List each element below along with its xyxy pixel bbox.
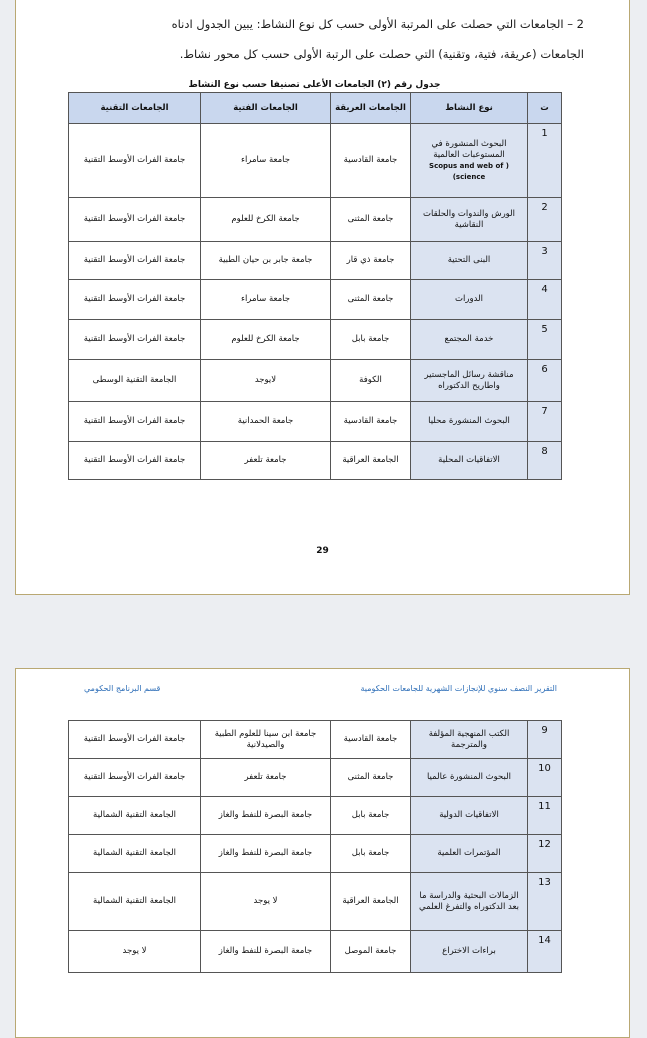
activity-cell: البنى التحتية — [411, 242, 528, 280]
activity-cell: الزمالات البحثية والدراسة ما بعد الدكتوراه والتفرغ العلمي — [411, 873, 528, 931]
young-university-cell: جامعة ابن سينا للعلوم الطبية والصيدلانية — [201, 721, 331, 759]
technical-university-cell: جامعة الفرات الأوسط التقنية — [69, 198, 201, 242]
activity-cell: الكتب المنهجية المؤلفة والمترجمة — [411, 721, 528, 759]
activity-cell: خدمة المجتمع — [411, 320, 528, 360]
table-row — [69, 797, 562, 835]
row-number: 7 — [528, 402, 562, 442]
activity-text: البحوث المنشورة في المستوعبات العالمية — [431, 138, 507, 160]
table-row — [69, 402, 562, 442]
young-university-cell: جامعة الكرخ للعلوم — [201, 320, 331, 360]
activity-cell: الاتفاقيات الدولية — [411, 797, 528, 835]
department-header: قسم البرنامج الحكومي — [84, 684, 161, 693]
activity-cell: الورش والندوات والحلقات النقاشية — [411, 198, 528, 242]
table-row — [69, 442, 562, 480]
table-row — [69, 721, 562, 759]
young-university-cell: جامعة سامراء — [201, 124, 331, 198]
ranking-table-continued — [68, 720, 562, 973]
report-header-title: التقرير النصف سنوي للإنجازات الشهرية للجامعات الحكومية — [360, 684, 557, 693]
technical-university-cell: جامعة الفرات الأوسط التقنية — [69, 721, 201, 759]
activity-cell: الدورات — [411, 280, 528, 320]
header-activity: نوع النشاط — [411, 93, 528, 124]
old-university-cell: جامعة بابل — [331, 797, 411, 835]
table-row — [69, 759, 562, 797]
activity-cell: براءات الاختراع — [411, 931, 528, 973]
row-number: 5 — [528, 320, 562, 360]
table-row — [69, 242, 562, 280]
header-old-universities: الجامعات العريقة — [331, 93, 411, 124]
intro-line-2: الجامعات (عريقة، فتية، وتقنية) التي حصلت على الرتبة الأولى حسب كل محور نشاط. — [179, 47, 584, 61]
row-number: 2 — [528, 198, 562, 242]
old-university-cell: جامعة القادسية — [331, 721, 411, 759]
activity-cell — [411, 124, 528, 198]
technical-university-cell: جامعة الفرات الأوسط التقنية — [69, 124, 201, 198]
old-university-cell: الجامعة العراقية — [331, 873, 411, 931]
technical-university-cell: جامعة الفرات الأوسط التقنية — [69, 759, 201, 797]
row-number: 6 — [528, 360, 562, 402]
table-row — [69, 835, 562, 873]
technical-university-cell: جامعة الفرات الأوسط التقنية — [69, 320, 201, 360]
technical-university-cell: جامعة الفرات الأوسط التقنية — [69, 280, 201, 320]
row-number: 13 — [528, 873, 562, 931]
header-young-universities: الجامعات الفتية — [201, 93, 331, 124]
activity-english-note: Scopus and web of ) (science — [429, 161, 509, 181]
table-caption: جدول رقم (٢) الجامعات الأعلى تصنيفا حسب نوع النشاط — [188, 80, 441, 90]
young-university-cell: جامعة تلعفر — [201, 442, 331, 480]
table-row — [69, 873, 562, 931]
old-university-cell: جامعة بابل — [331, 835, 411, 873]
technical-university-cell: جامعة الفرات الأوسط التقنية — [69, 242, 201, 280]
intro-paragraph — [61, 9, 584, 69]
old-university-cell: جامعة القادسية — [331, 402, 411, 442]
row-number: 11 — [528, 797, 562, 835]
document-page-2 — [15, 668, 630, 1038]
table-row — [69, 931, 562, 973]
table-row — [69, 320, 562, 360]
young-university-cell: جامعة سامراء — [201, 280, 331, 320]
technical-university-cell: لا يوجد — [69, 931, 201, 973]
table-row — [69, 280, 562, 320]
old-university-cell: جامعة المثنى — [331, 198, 411, 242]
young-university-cell: جامعة تلعفر — [201, 759, 331, 797]
row-number: 10 — [528, 759, 562, 797]
activity-cell: المؤتمرات العلمية — [411, 835, 528, 873]
table-header-row — [69, 93, 562, 124]
activity-cell: مناقشة رسائل الماجستير واطاريح الدكتوراه — [411, 360, 528, 402]
technical-university-cell: الجامعة التقنية الشمالية — [69, 835, 201, 873]
activity-cell: البحوث المنشورة عالميا — [411, 759, 528, 797]
old-university-cell: جامعة المثنى — [331, 759, 411, 797]
young-university-cell: لا يوجد — [201, 873, 331, 931]
old-university-cell: الجامعة العراقية — [331, 442, 411, 480]
technical-university-cell: جامعة الفرات الأوسط التقنية — [69, 402, 201, 442]
young-university-cell: جامعة الكرخ للعلوم — [201, 198, 331, 242]
table-row — [69, 124, 562, 198]
old-university-cell: جامعة القادسية — [331, 124, 411, 198]
young-university-cell: جامعة البصرة للنفط والغاز — [201, 931, 331, 973]
activity-cell: الاتفاقيات المحلية — [411, 442, 528, 480]
young-university-cell: لايوجد — [201, 360, 331, 402]
table-row — [69, 198, 562, 242]
header-num: ت — [528, 93, 562, 124]
row-number: 12 — [528, 835, 562, 873]
old-university-cell: جامعة المثنى — [331, 280, 411, 320]
old-university-cell: جامعة الموصل — [331, 931, 411, 973]
header-technical-universities: الجامعات التقنية — [69, 93, 201, 124]
technical-university-cell: جامعة الفرات الأوسط التقنية — [69, 442, 201, 480]
young-university-cell: جامعة البصرة للنفط والغاز — [201, 835, 331, 873]
row-number: 8 — [528, 442, 562, 480]
page-number: 29 — [316, 546, 329, 556]
young-university-cell: جامعة جابر بن حيان الطبية — [201, 242, 331, 280]
intro-line-1: 2 – الجامعات التي حصلت على المرتبة الأولى حسب كل نوع النشاط: يبين الجدول ادناه — [171, 17, 584, 31]
row-number: 9 — [528, 721, 562, 759]
old-university-cell: جامعة بابل — [331, 320, 411, 360]
old-university-cell: الكوفة — [331, 360, 411, 402]
young-university-cell: جامعة البصرة للنفط والغاز — [201, 797, 331, 835]
document-page-1 — [15, 0, 630, 595]
technical-university-cell: الجامعة التقنية الشمالية — [69, 873, 201, 931]
ranking-table — [68, 92, 562, 480]
row-number: 3 — [528, 242, 562, 280]
table-row — [69, 360, 562, 402]
technical-university-cell: الجامعة التقنية الوسطى — [69, 360, 201, 402]
old-university-cell: جامعة ذي قار — [331, 242, 411, 280]
row-number: 14 — [528, 931, 562, 973]
technical-university-cell: الجامعة التقنية الشمالية — [69, 797, 201, 835]
row-number: 4 — [528, 280, 562, 320]
activity-cell: البحوث المنشورة محليا — [411, 402, 528, 442]
young-university-cell: جامعة الحمدانية — [201, 402, 331, 442]
row-number: 1 — [528, 124, 562, 198]
